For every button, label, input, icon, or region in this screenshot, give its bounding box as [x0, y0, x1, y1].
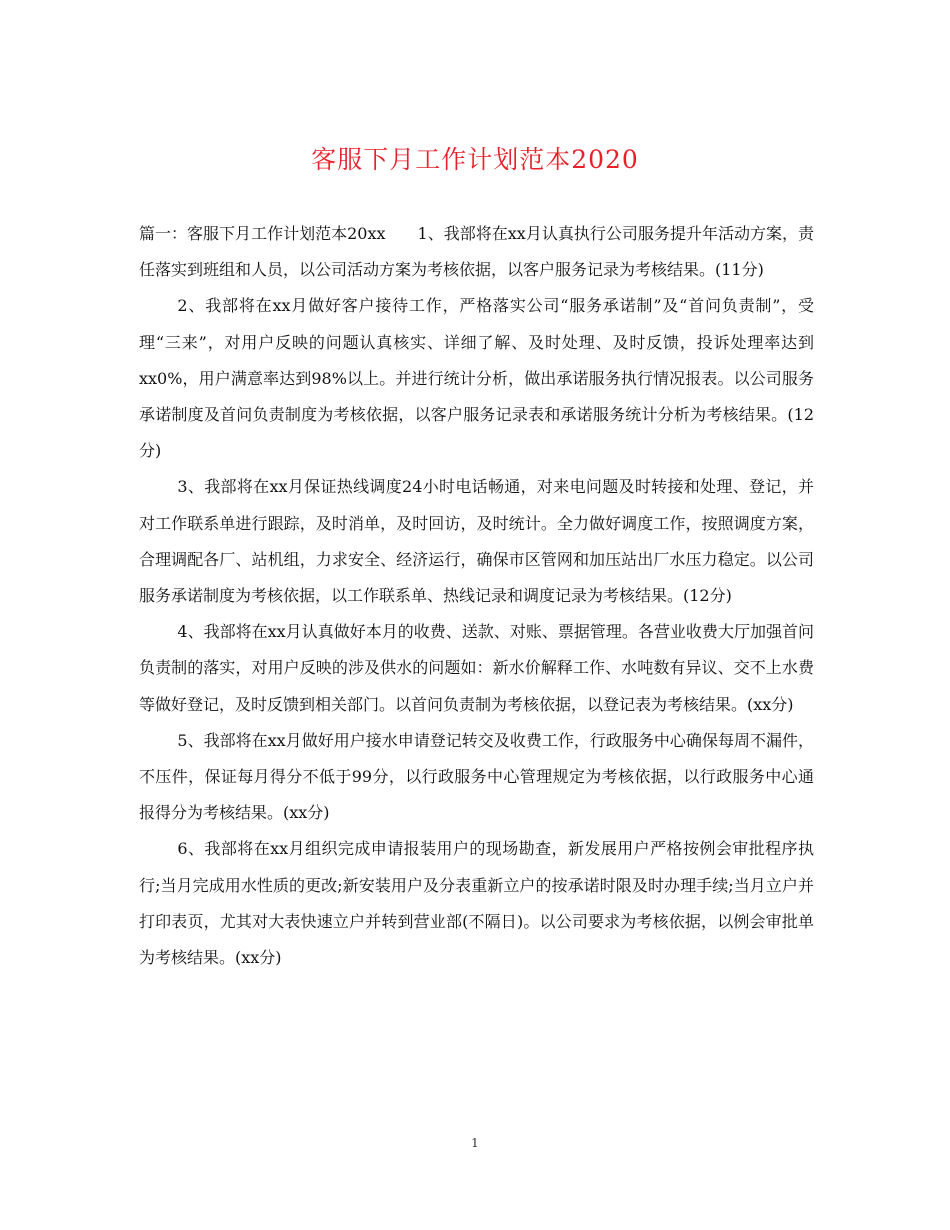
- document-title: 客服下月工作计划范本2020: [311, 145, 639, 174]
- paragraph-6: 6、我部将在xx月组织完成申请报装用户的现场勘查，新发展用户严格按例会审批程序执行;当月完成用水性质的更改;新安装用户及分表重新立户的按承诺时限及时办理手续;当月立户并打印表页，尤其对大表快速立户并转到营业部(不隔日)。以公司要求为考核依据，以例会审批单为考核结果。(xx分): [139, 839, 814, 968]
- paragraph-1: 篇一：客服下月工作计划范本20xx 1、我部将在xx月认真执行公司服务提升年活动方案，责任落实到班组和人员，以公司活动方案为考核依据，以客户服务记录为考核结果。(11分): [139, 224, 814, 280]
- paragraph-2: 2、我部将在xx月做好客户接待工作，严格落实公司“服务承诺制”及“首问负责制”，受理“三来”，对用户反映的问题认真核实、详细了解、及时处理、及时反馈，投诉处理率达到xx0%，用户满意率达到98%以上。并进行统计分析，做出承诺服务执行情况报表。以公司服务承诺制度及首问负责制度为考核依据，以客户服务记录表和承诺服务统计分析为考核结果。(12分): [139, 296, 814, 461]
- paragraph-4: 4、我部将在xx月认真做好本月的收费、送款、对账、票据管理。各营业收费大厅加强首问负责制的落实，对用户反映的涉及供水的问题如：新水价解释工作、水吨数有异议、交不上水费等做好登记，及时反馈到相关部门。以首问负责制为考核依据，以登记表为考核结果。(xx分): [139, 622, 814, 714]
- document-body: [139, 216, 814, 976]
- page-number: 1: [471, 1136, 479, 1150]
- paragraph-3: 3、我部将在xx月保证热线调度24小时电话畅通，对来电问题及时转接和处理、登记，并对工作联系单进行跟踪，及时消单，及时回访，及时统计。全力做好调度工作，按照调度方案，合理调配各厂、站机组，力求安全、经济运行，确保市区管网和加压站出厂水压力稳定。以公司服务承诺制度为考核依据，以工作联系单、热线记录和调度记录为考核结果。(12分): [139, 477, 814, 606]
- paragraph-5: 5、我部将在xx月做好用户接水申请登记转交及收费工作，行政服务中心确保每周不漏件，不压件，保证每月得分不低于99分，以行政服务中心管理规定为考核依据，以行政服务中心通报得分为考核结果。(xx分): [139, 730, 814, 823]
